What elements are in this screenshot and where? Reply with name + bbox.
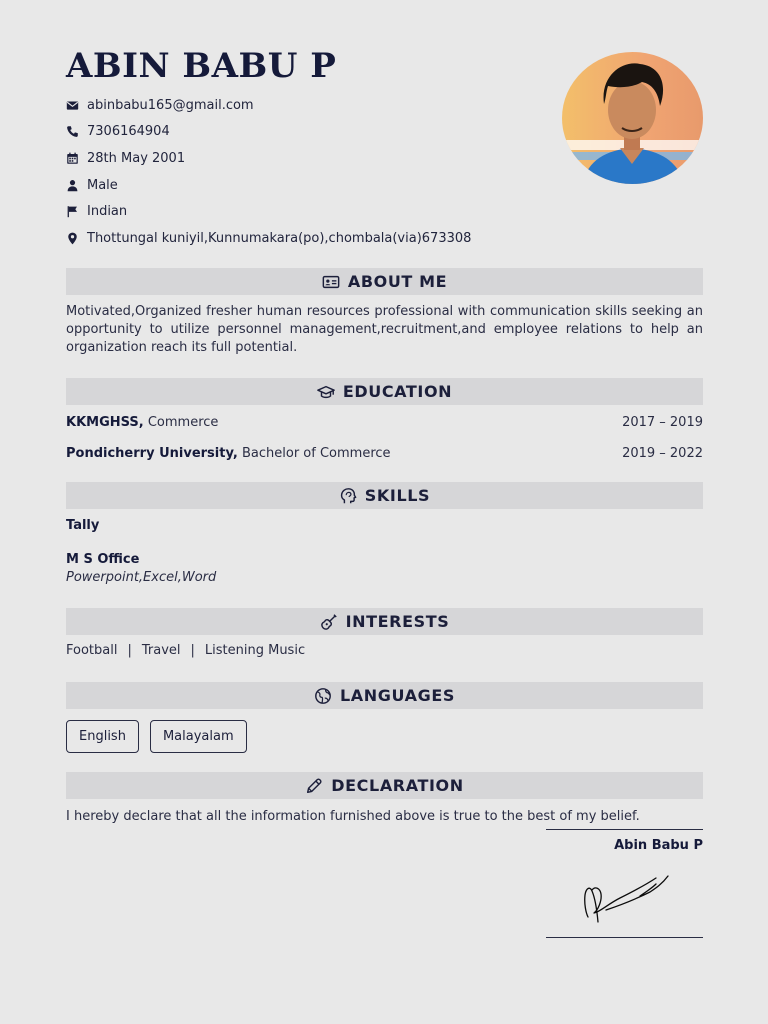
email-text: abinbabu165@gmail.com	[87, 97, 254, 113]
section-title-declaration: DECLARATION	[331, 776, 464, 795]
declaration-text: I hereby declare that all the information furnished above is true to the best of my belief.	[66, 809, 640, 824]
flag-icon	[66, 205, 79, 218]
about-text: Motivated,Organized fresher human resources professional with communication skills seeking an opportunity to utilize personnel management,recruitment,and employee relations to help an organization reach its full potential.	[66, 304, 703, 355]
email-icon	[66, 99, 79, 112]
phone-icon	[66, 125, 79, 138]
section-header-interests	[66, 608, 703, 635]
education-school: Pondicherry University,	[66, 445, 238, 461]
section-title-languages: LANGUAGES	[340, 686, 455, 705]
skill-name: M S Office	[66, 552, 140, 567]
education-row	[66, 413, 703, 431]
interest-item: Football	[66, 643, 118, 658]
signature-image	[578, 866, 678, 928]
skill-detail: Powerpoint,Excel,Word	[66, 570, 217, 585]
education-years: 2019 – 2022	[622, 445, 703, 461]
contact-phone	[66, 119, 471, 146]
education-entry	[66, 415, 218, 430]
section-header-languages	[66, 682, 703, 709]
contact-nationality	[66, 198, 471, 225]
section-title-interests: INTERESTS	[345, 612, 450, 631]
section-header-education	[66, 378, 703, 405]
education-course: Commerce	[147, 414, 219, 430]
signature-top-line	[546, 829, 703, 830]
section-header-skills	[66, 482, 703, 509]
section-header-about	[66, 268, 703, 295]
education-years: 2017 – 2019	[622, 414, 703, 430]
globe-icon	[314, 687, 332, 705]
gender-text: Male	[87, 177, 118, 193]
section-title-education: EDUCATION	[342, 382, 453, 401]
education-school: KKMGHSS,	[66, 414, 144, 430]
language-tag: English	[66, 720, 139, 753]
interest-separator: |	[190, 643, 195, 658]
contact-address	[66, 225, 471, 252]
interest-item: Travel	[141, 643, 181, 658]
interests-list	[66, 643, 305, 658]
id-card-icon	[322, 273, 340, 291]
section-title-about: ABOUT ME	[347, 272, 448, 291]
contact-dob	[66, 145, 471, 172]
contact-list	[66, 92, 471, 252]
contact-gender	[66, 172, 471, 199]
interest-item: Listening Music	[204, 643, 306, 658]
pen-icon	[305, 777, 323, 795]
brain-head-icon	[339, 487, 357, 505]
section-title-skills: SKILLS	[364, 486, 431, 505]
calendar-icon	[66, 152, 79, 165]
interest-separator: |	[127, 643, 132, 658]
language-tag: Malayalam	[150, 720, 247, 753]
graduation-cap-icon	[317, 383, 335, 401]
resume-page	[66, 0, 703, 1024]
languages-list	[66, 720, 247, 753]
signature-bottom-line	[546, 937, 703, 938]
address-text: Thottungal kuniyil,Kunnumakara(po),chombala(via)673308	[87, 230, 472, 246]
candidate-name: ABIN BABU P	[66, 46, 337, 86]
nationality-text: Indian	[87, 204, 128, 220]
dob-text: 28th May 2001	[87, 150, 186, 166]
education-row	[66, 444, 703, 462]
person-icon	[66, 179, 79, 192]
education-course: Bachelor of Commerce	[242, 445, 391, 461]
section-header-declaration	[66, 772, 703, 799]
phone-text: 7306164904	[87, 124, 170, 140]
guitar-icon	[320, 613, 338, 631]
profile-photo	[562, 52, 703, 184]
skill-name: Tally	[66, 518, 100, 533]
contact-email	[66, 92, 471, 119]
signature-name: Abin Babu P	[614, 838, 703, 853]
location-pin-icon	[66, 232, 79, 245]
education-entry	[66, 446, 391, 461]
